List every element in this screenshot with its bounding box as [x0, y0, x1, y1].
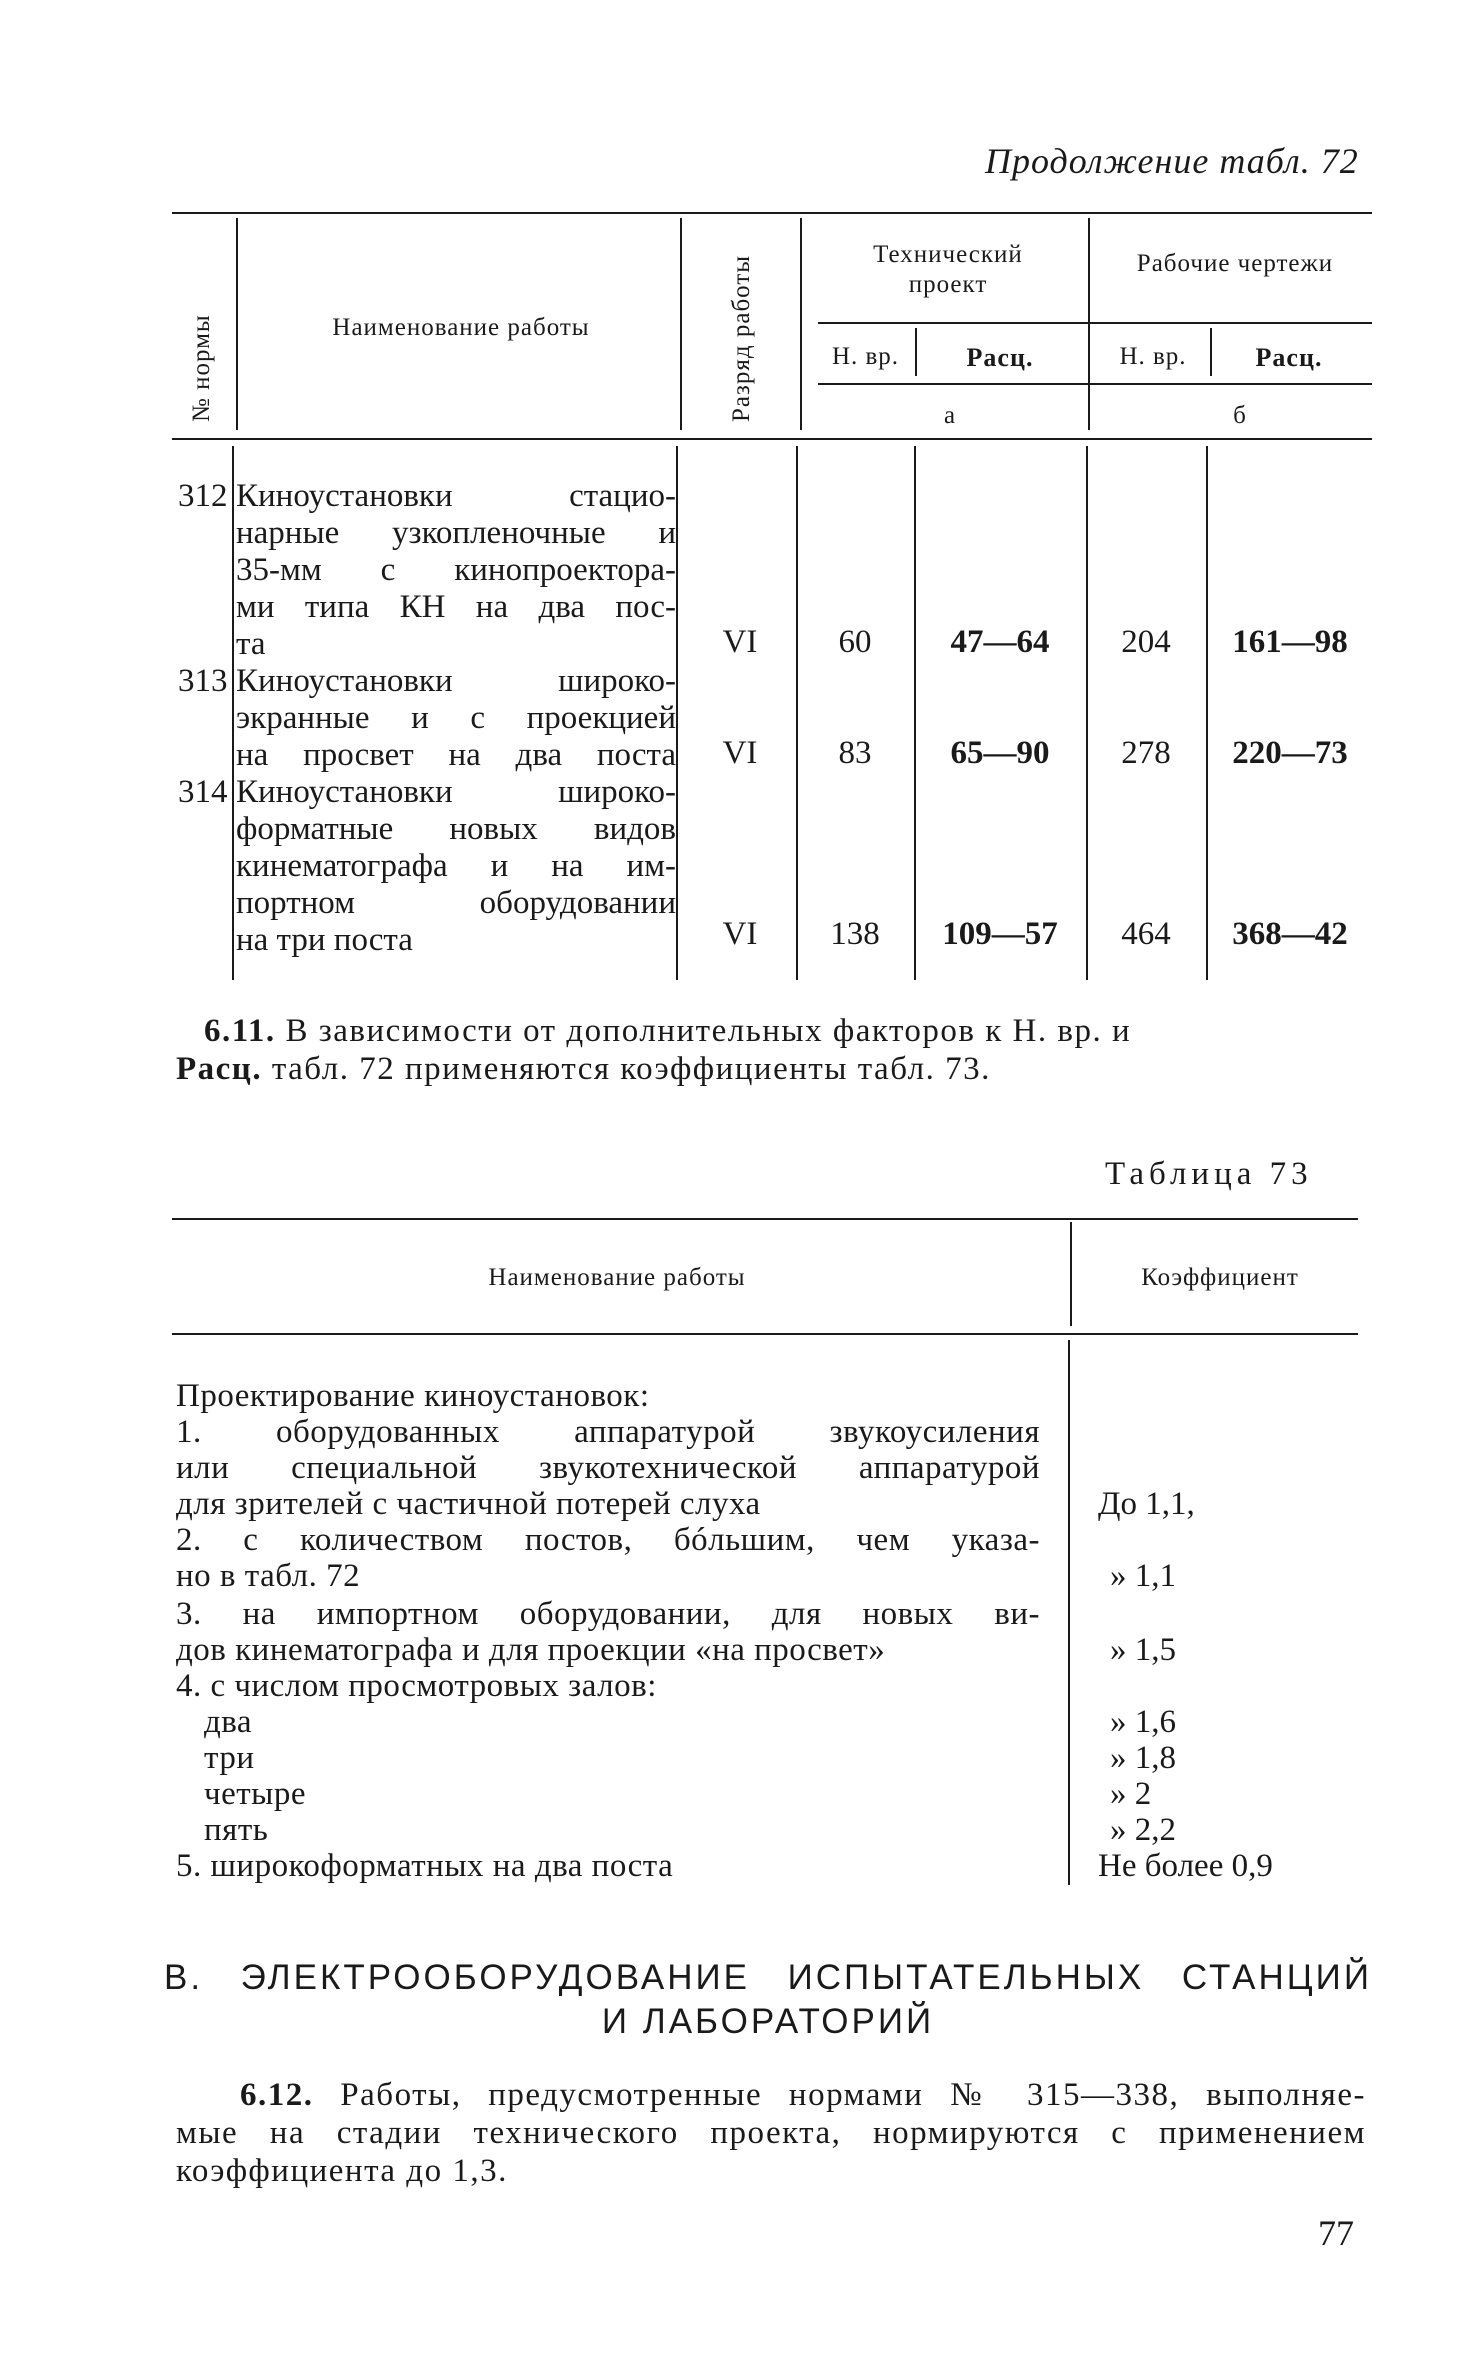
table72-header-bottom-rule: [172, 438, 1372, 440]
paragraph-text: Работы, предусмотренные нормами № 315—338, выполняе-: [313, 2077, 1366, 2113]
paragraph-6-11: [176, 1012, 1368, 1088]
row-name-line: форматные новых видов: [236, 811, 676, 847]
row-number: 312: [178, 478, 228, 514]
table73-top-rule: [172, 1218, 1358, 1220]
row-rate-b: 220—73: [1232, 735, 1348, 771]
header-work-name: Наименование работы: [488, 1264, 746, 1291]
paragraph-6-12: [176, 2076, 1366, 2190]
page-number: 77: [1318, 2213, 1354, 2253]
coefficient-value: » 1,6: [1110, 1704, 1176, 1740]
table72-body-vline-4: [914, 446, 916, 980]
row-number: 313: [178, 663, 228, 699]
table72-vline-3: [800, 218, 802, 430]
row-rate-a: 109—57: [942, 916, 1058, 952]
table72-ab-rule: [818, 383, 1372, 385]
list-item: 2. с количеством постов, бóльшим, чем указа-: [176, 1522, 1040, 1558]
row-rate-a: 65—90: [950, 735, 1050, 771]
coefficient-value: До 1,1,: [1098, 1486, 1195, 1522]
row-name-line: Киноустановки широко-: [236, 663, 676, 699]
row-grade: VI: [722, 624, 758, 660]
table72-body-vline-2: [676, 446, 678, 980]
table72-vline-2: [680, 218, 682, 430]
header-technical-project: Технический проект: [873, 241, 1023, 298]
list-item: пять: [204, 1812, 269, 1848]
table72-vline-6: [1210, 328, 1212, 376]
list-item: 3. на импортном оборудовании, для новых ви-: [176, 1596, 1040, 1632]
header-norm-time-b: Н. вр.: [1119, 343, 1187, 370]
row-name-line: нарные узкопленочные и: [236, 515, 676, 551]
row-grade: VI: [722, 916, 758, 952]
row-name-line: кинематографа и на им-: [236, 848, 676, 884]
table72-body-vline-1: [232, 446, 234, 980]
table72-vline-5: [915, 328, 917, 376]
row-name-line: портном оборудовании: [236, 885, 676, 921]
table73-header-vline: [1070, 1222, 1072, 1326]
row-norm-time-b: 278: [1121, 735, 1171, 771]
header-rate-a: Расц.: [966, 343, 1034, 372]
row-name-line: на три поста: [236, 922, 413, 958]
row-name-line: 35-мм с кинопроектора-: [236, 552, 676, 588]
row-grade: VI: [722, 735, 758, 771]
row-norm-time-a: 138: [830, 916, 880, 952]
header-col-a: а: [943, 402, 957, 429]
list-item: или специальной звукотехнической аппаратурой: [176, 1450, 1040, 1486]
list-item: три: [204, 1740, 255, 1776]
row-rate-b: 368—42: [1232, 916, 1348, 952]
paragraph-text: В зависимости от дополнительных факторов к Н. вр. и: [275, 1013, 1132, 1049]
coefficient-value: » 2: [1110, 1776, 1152, 1812]
table72-vline-4: [1088, 218, 1090, 430]
row-name-line: Киноустановки широко-: [236, 774, 676, 810]
row-name-line: та: [236, 626, 266, 662]
list-item: 1. оборудованных аппаратурой звукоусиления: [176, 1414, 1040, 1450]
continuation-caption: Продолжение табл. 72: [985, 141, 1359, 181]
paragraph-number: 6.11.: [204, 1013, 276, 1049]
table72-subheader-rule: [818, 322, 1372, 324]
header-rate-b: Расц.: [1255, 343, 1323, 372]
coefficient-value: » 1,5: [1110, 1632, 1176, 1668]
row-norm-time-b: 464: [1121, 916, 1171, 952]
table73-body-vline: [1068, 1340, 1070, 1885]
table72-body-vline-3: [796, 446, 798, 980]
row-name-line: на просвет на два поста: [236, 737, 676, 773]
table73-header-rule: [172, 1333, 1358, 1335]
rate-term: Расц.: [176, 1051, 263, 1087]
table72-body-vline-6: [1206, 446, 1208, 980]
paragraph-text: табл. 72 применяются коэффициенты табл. 73.: [262, 1051, 991, 1087]
row-rate-a: 47—64: [950, 624, 1050, 660]
header-norm-time-a: Н. вр.: [831, 343, 900, 370]
section-heading-line2: И ЛАБОРАТОРИЙ: [601, 2002, 935, 2041]
table72-body-vline-5: [1086, 446, 1088, 980]
paragraph-number: 6.12.: [240, 2077, 314, 2113]
paragraph-text: мые на стадии технического проекта, нормируются с применением: [176, 2115, 1366, 2151]
list-item: дов кинематографа и для проекции «на просвет»: [176, 1632, 886, 1668]
coefficient-value: » 2,2: [1110, 1812, 1176, 1848]
list-item: 4. с числом просмотровых залов:: [176, 1668, 657, 1704]
row-norm-time-a: 60: [838, 624, 872, 660]
list-item: для зрителей с частичной потерей слуха: [176, 1486, 761, 1522]
row-rate-b: 161—98: [1232, 624, 1348, 660]
row-name-line: ми типа КН на два пос-: [236, 589, 676, 625]
header-work-grade: Разряд работы: [728, 254, 755, 422]
list-item: Проектирование киноустановок:: [176, 1378, 650, 1414]
row-number: 314: [178, 774, 228, 810]
row-norm-time-b: 204: [1121, 624, 1171, 660]
coefficient-value: » 1,1: [1110, 1558, 1176, 1594]
paragraph-text: коэффициента до 1,3.: [176, 2153, 508, 2189]
list-item: но в табл. 72: [176, 1558, 361, 1594]
header-norm-number: № нормы: [188, 314, 215, 422]
header-working-drawings: Рабочие чертежи: [1136, 250, 1334, 277]
list-item: два: [204, 1704, 253, 1740]
table72-top-rule: [172, 212, 1372, 214]
header-work-name: Наименование работы: [332, 314, 590, 341]
table-73-title: Таблица 73: [1105, 1156, 1313, 1192]
row-norm-time-a: 83: [838, 735, 872, 771]
row-name-line: Киноустановки стацио-: [236, 478, 676, 514]
list-item: 5. широкоформатных на два поста: [176, 1848, 674, 1884]
header-coefficient: Коэффициент: [1141, 1264, 1299, 1291]
section-heading-line1: В. ЭЛЕКТРООБОРУДОВАНИЕ ИСПЫТАТЕЛЬНЫХ СТАНЦИЙ: [164, 1958, 1372, 1997]
row-name-line: экранные и с проекцией: [236, 700, 676, 736]
coefficient-value: » 1,8: [1110, 1740, 1176, 1776]
table72-vline-1: [236, 218, 238, 430]
coefficient-value: Не более 0,9: [1098, 1848, 1273, 1884]
list-item: четыре: [204, 1776, 306, 1812]
header-col-b: б: [1233, 402, 1247, 429]
